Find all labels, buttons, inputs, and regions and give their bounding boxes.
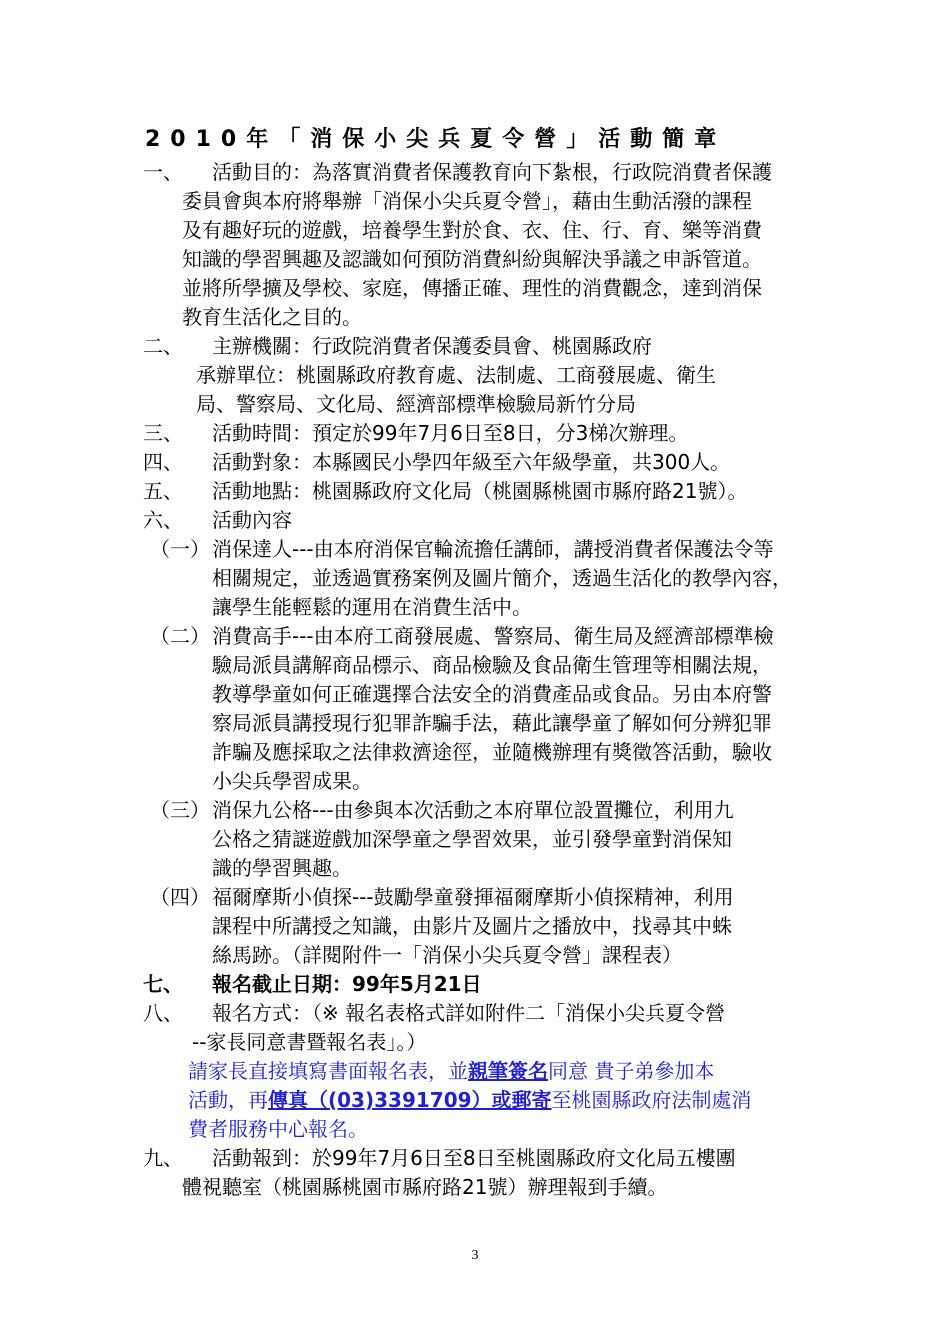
sub-item-2-line: 小尖兵學習成果。 bbox=[212, 769, 372, 793]
note-text: 請家長直接填寫書面報名表，並 bbox=[188, 1059, 468, 1083]
item-8-line: --家長同意書暨報名表」。） bbox=[192, 1030, 427, 1054]
item-9-line: 體視聽室（桃園縣桃園市縣府路21號）辦理報到手續。 bbox=[182, 1175, 668, 1199]
registration-note-line: 費者服務中心報名。 bbox=[188, 1117, 368, 1141]
registration-note-line bbox=[188, 1086, 752, 1115]
sub-item-3-line: 消保九公格---由參與本次活動之本府單位設置攤位，利用九 bbox=[212, 798, 734, 822]
item-6-number: 六、 bbox=[143, 508, 183, 532]
item-5-number: 五、 bbox=[143, 479, 183, 503]
item-2-number: 二、 bbox=[143, 334, 183, 358]
item-4-number: 四、 bbox=[143, 450, 183, 474]
sub-item-2-number: （二） bbox=[150, 624, 210, 648]
sub-item-3-line: 識的學習興趣。 bbox=[212, 856, 352, 880]
note-text: 活動，再 bbox=[188, 1088, 268, 1112]
item-1-line: 知識的學習興趣及認識如何預防消費糾紛與解決爭議之申訴管道。 bbox=[182, 247, 762, 271]
sub-item-4-line: 福爾摩斯小偵探---鼓勵學童發揮福爾摩斯小偵探精神，利用 bbox=[212, 885, 734, 909]
item-1-line: 及有趣好玩的遊戲，培養學生對於食、衣、住、行、育、樂等消費 bbox=[182, 218, 762, 242]
item-2-line: 主辦機關：行政院消費者保護委員會、桃園縣政府 bbox=[212, 334, 652, 358]
item-8-line: 報名方式：（※ 報名表格式詳如附件二「消保小尖兵夏令營 bbox=[212, 1001, 726, 1025]
item-1-number: 一、 bbox=[143, 160, 183, 184]
sub-item-2-line: 察局派員講授現行犯罪詐騙手法，藉此讓學童了解如何分辨犯罪 bbox=[212, 711, 772, 735]
sub-item-2-line: 教導學童如何正確選擇合法安全的消費產品或食品。另由本府警 bbox=[212, 682, 772, 706]
sub-item-2-line: 詐騙及應採取之法律救濟途徑，並隨機辦理有獎徵答活動，驗收 bbox=[212, 740, 772, 764]
item-4-line: 活動對象：本縣國民小學四年級至六年級學童，共300人。 bbox=[212, 450, 731, 474]
sub-item-4-line: 課程中所講授之知識，由影片及圖片之播放中，找尋其中蛛 bbox=[212, 914, 732, 938]
item-5-line: 活動地點：桃園縣政府文化局（桃園縣桃園市縣府路21號）。 bbox=[212, 479, 748, 503]
note-text: 至桃園縣政府法制處消 bbox=[551, 1088, 752, 1112]
item-2-line: 承辦單位：桃園縣政府教育處、法制處、工商發展處、衛生 bbox=[196, 363, 716, 387]
sub-item-1-line: 消保達人---由本府消保官輪流擔任講師，講授消費者保護法令等 bbox=[212, 537, 774, 561]
item-9-number: 九、 bbox=[143, 1146, 183, 1170]
item-1-line: 教育生活化之目的。 bbox=[182, 305, 362, 329]
page-number: 3 bbox=[471, 1248, 479, 1263]
item-8-number: 八、 bbox=[143, 1001, 183, 1025]
item-7-number: 七、 bbox=[143, 972, 183, 996]
item-3-line: 活動時間：預定於99年7月6日至8日，分3梯次辦理。 bbox=[212, 421, 689, 445]
note-text: 同意 貴子弟參加本 bbox=[548, 1059, 715, 1083]
document-title: 2010年「消保小尖兵夏令營」活動簡章 bbox=[145, 127, 727, 152]
item-3-number: 三、 bbox=[143, 421, 183, 445]
fax-number: 傳真（(03)3391709）或郵寄 bbox=[268, 1088, 552, 1112]
sub-item-3-line: 公格之猜謎遊戲加深學童之學習效果，並引發學童對消保知 bbox=[212, 827, 732, 851]
sub-item-3-number: （三） bbox=[150, 798, 210, 822]
item-1-line: 活動目的：為落實消費者保護教育向下紮根，行政院消費者保護 bbox=[212, 160, 772, 184]
sub-item-1-number: （一） bbox=[150, 537, 210, 561]
item-1-line: 委員會與本府將舉辦「消保小尖兵夏令營」，藉由生動活潑的課程 bbox=[182, 189, 752, 213]
sub-item-2-line: 消費高手---由本府工商發展處、警察局、衛生局及經濟部標準檢 bbox=[212, 624, 774, 648]
sub-item-1-line: 相關規定，並透過實務案例及圖片簡介，透過生活化的教學內容， bbox=[212, 566, 792, 590]
registration-note-line bbox=[188, 1057, 714, 1086]
sub-item-4-number: （四） bbox=[150, 885, 210, 909]
item-6-line: 活動內容 bbox=[212, 508, 292, 532]
registration-deadline: 報名截止日期：99年5月21日 bbox=[212, 972, 482, 996]
sub-item-4-line: 絲馬跡。（詳閱附件一「消保小尖兵夏令營」課程表） bbox=[212, 943, 682, 967]
item-2-line: 局、警察局、文化局、經濟部標準檢驗局新竹分局 bbox=[196, 392, 636, 416]
sub-item-1-line: 讓學生能輕鬆的運用在消費生活中。 bbox=[212, 595, 532, 619]
item-9-line: 活動報到：於99年7月6日至8日至桃園縣政府文化局五樓團 bbox=[212, 1146, 736, 1170]
sub-item-2-line: 驗局派員講解商品標示、商品檢驗及食品衛生管理等相關法規， bbox=[212, 653, 772, 677]
note-emphasis: 親筆簽名 bbox=[468, 1059, 548, 1083]
item-1-line: 並將所學擴及學校、家庭，傳播正確、理性的消費觀念，達到消保 bbox=[182, 276, 762, 300]
